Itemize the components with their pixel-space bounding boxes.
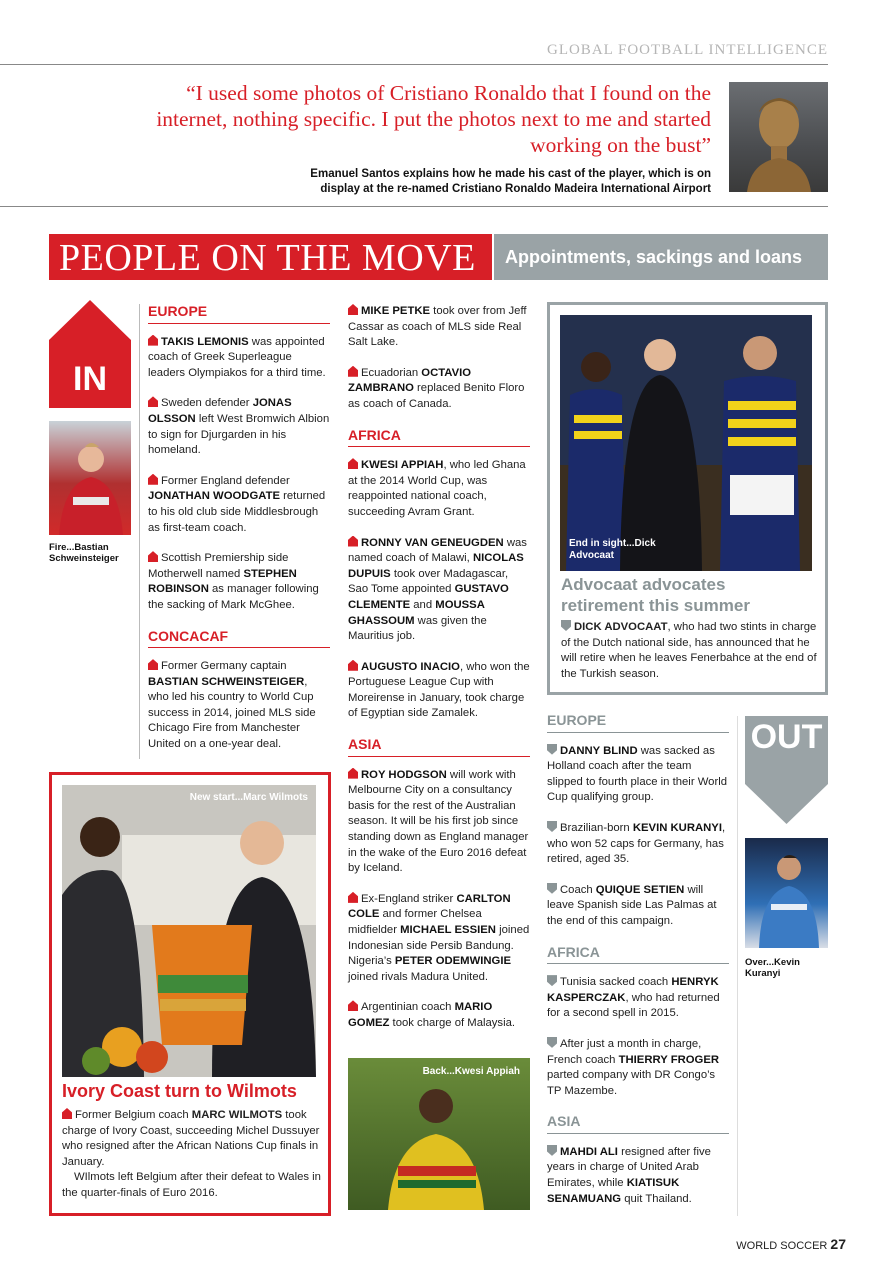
appiah-photo [348, 1058, 530, 1210]
coach-illustration [348, 1058, 530, 1210]
news-item: Ex-England striker CARLTON COLE and former Chelsea midfielder MICHAEL ESSIEN joined Indonesian side Persib Bandung. Nigeria’s PETER ODEMWINGIE joined rivals Madura United. [348, 892, 530, 983]
in-flag-icon [348, 366, 358, 377]
section-heading-asia: ASIA [348, 737, 530, 757]
news-item: Scottish Premiership side Motherwell named STEPHEN ROBINSON as manager following the sacking of Mark McGhee. [148, 552, 319, 611]
magazine-name: WORLD SOCCER [736, 1240, 828, 1252]
section-heading-asia: ASIA [547, 1114, 729, 1134]
ronaldo-bust-photo [729, 82, 828, 192]
section-heading-europe: EUROPE [148, 304, 330, 324]
section-heading-concacaf: CONCACAF [148, 629, 330, 649]
out-flag-icon [547, 883, 557, 894]
page-footer [736, 1236, 846, 1252]
in-flag-icon [148, 474, 158, 485]
photo-caption: End in sight...Dick Advocaat [569, 538, 656, 561]
player-illustration [49, 421, 131, 535]
press-conference-illustration [62, 785, 316, 1077]
header-divider [0, 206, 828, 207]
in-flag-icon [348, 660, 358, 671]
match-illustration [560, 315, 812, 571]
in-column-continued [348, 304, 530, 1047]
page-subtitle: Appointments, sackings and loans [494, 234, 828, 280]
news-item: TAKIS LEMONIS was appointed coach of Greek Superleague leaders Olympiakos for a third time. [148, 335, 326, 379]
news-item: DANNY BLIND was sacked as Holland coach after the team slipped to fourth place in their World Cup qualifying group. [547, 744, 728, 804]
news-item: After just a month in charge, French coach THIERRY FROGER parted company with DR Congo’s TP Mazembe. [547, 1037, 720, 1097]
out-flag-icon [547, 975, 557, 986]
news-item: Ecuadorian OCTAVIO ZAMBRANO replaced Benito Floro as coach of Canada. [348, 366, 525, 410]
bust-illustration [729, 82, 828, 192]
out-flag-icon [561, 620, 571, 631]
schweinsteiger-photo [49, 421, 131, 535]
in-flag-icon [348, 768, 358, 779]
in-flag-icon [348, 892, 358, 903]
feature-body: DICK ADVOCAAT, who had two stints in charge of the Dutch national side, has announced that he will retire when he leaves Fenerbahce at the end of the Turkish season. [561, 621, 817, 680]
in-column-europe [148, 304, 330, 768]
out-flag-icon [547, 744, 557, 755]
in-flag-icon [148, 551, 158, 562]
photo-caption: Fire...Bastian Schweinsteiger [49, 542, 119, 564]
page-number: 27 [830, 1236, 846, 1252]
news-item: Argentinian coach MARIO GOMEZ took charge of Malaysia. [348, 1001, 516, 1029]
column-divider [139, 304, 140, 759]
advocaat-photo [560, 315, 812, 571]
column-divider [737, 716, 738, 1216]
news-item: Former Germany captain BASTIAN SCHWEINSTEIGER, who led his country to World Cup success in 2014, joined MLS side Chicago Fire from Manchester United on a one-year deal. [148, 660, 316, 751]
feature-title: Advocaat advocates retirement this summer [561, 575, 750, 615]
news-item: MAHDI ALI resigned after five years in charge of United Arab Emirates, while KIATISUK SENAMUANG quit Thailand. [547, 1145, 711, 1205]
in-flag-icon [148, 396, 158, 407]
section-heading-europe: EUROPE [547, 713, 729, 733]
player-illustration [745, 838, 828, 948]
photo-caption: Over...Kevin Kuranyi [745, 957, 800, 979]
out-flag-icon [547, 821, 557, 832]
news-item: Sweden defender JONAS OLSSON left West Bromwich Albion to sign for Djurgarden in his homeland. [148, 397, 330, 457]
news-item: AUGUSTO INACIO, who won the Portuguese League Cup with Moreirense in January, took charge of Egyptian side Zamalek. [348, 660, 530, 720]
feature-body [62, 1108, 322, 1202]
out-column [547, 713, 729, 1222]
in-flag-icon [348, 458, 358, 469]
in-flag-icon [348, 536, 358, 547]
in-flag-icon [348, 1000, 358, 1011]
in-label: IN [73, 360, 107, 398]
news-item: ROY HODGSON will work with Melbourne City on a consultancy basis for the rest of the Australian season. It will be his first job since standing down as England manager in the wake of the Euro 2016 defeat by Iceland. [348, 768, 529, 875]
feature-title: Ivory Coast turn to Wilmots [62, 1081, 297, 1101]
news-item: MIKE PETKE took over from Jeff Cassar as coach of MLS side Real Salt Lake. [348, 305, 527, 349]
top-divider [0, 64, 828, 65]
page-title: PEOPLE ON THE MOVE [49, 234, 492, 280]
in-flag-icon [62, 1108, 72, 1119]
section-heading-africa: AFRICA [348, 428, 530, 448]
photo-caption: Back...Kwesi Appiah [422, 1066, 520, 1077]
section-heading-africa: AFRICA [547, 945, 729, 965]
quote-credit: Emanuel Santos explains how he made his cast of the player, which is on display at the re-named Cristiano Ronaldo Madeira International Airport [310, 168, 711, 195]
in-flag-icon [148, 659, 158, 670]
news-item: Tunisia sacked coach HENRYK KASPERCZAK, who had returned for a second spell in 2015. [547, 976, 720, 1020]
news-item: KWESI APPIAH, who led Ghana at the 2014 World Cup, was reappointed national coach, succeeding Avram Grant. [348, 459, 526, 518]
wilmots-photo [62, 785, 316, 1077]
photo-caption: New start...Marc Wilmots [189, 792, 308, 803]
news-item: Coach QUIQUE SETIEN will leave Spanish side Las Palmas at the end of this campaign. [547, 883, 717, 927]
feature-paragraph: Former Belgium coach MARC WILMOTS took charge of Ivory Coast, succeeding Michel Dussuyer who resigned after the African Nations Cup finals in January. [62, 1109, 320, 1168]
news-item: Brazilian-born KEVIN KURANYI, who won 52 caps for Germany, has retired, aged 35. [547, 821, 726, 866]
out-flag-icon [547, 1145, 557, 1156]
pull-quote: “I used some photos of Cristiano Ronaldo that I found on the internet, nothing specific. I put the photos next to me and started working on the bust” [156, 81, 711, 157]
kuranyi-photo [745, 838, 828, 948]
out-label: OUT [750, 718, 823, 756]
in-flag-icon [348, 304, 358, 315]
in-flag-icon [148, 335, 158, 346]
news-item: Former England defender JONATHAN WOODGATE returned to his old club side Middlesbrough as first-team coach. [148, 474, 326, 534]
section-label: GLOBAL FOOTBALL INTELLIGENCE [546, 42, 828, 58]
feature-paragraph: WIlmots left Belgium after their defeat to Wales in the quarter-finals of Euro 2016. [62, 1171, 321, 1199]
out-flag-icon [547, 1037, 557, 1048]
news-item: RONNY VAN GENEUGDEN was named coach of Malawi, NICOLAS DUPUIS took over Madagascar, Sao Tome appointed GUSTAVO CLEMENTE and MOUSSA GHASSOUM was given the Mauritius job. [348, 536, 527, 643]
